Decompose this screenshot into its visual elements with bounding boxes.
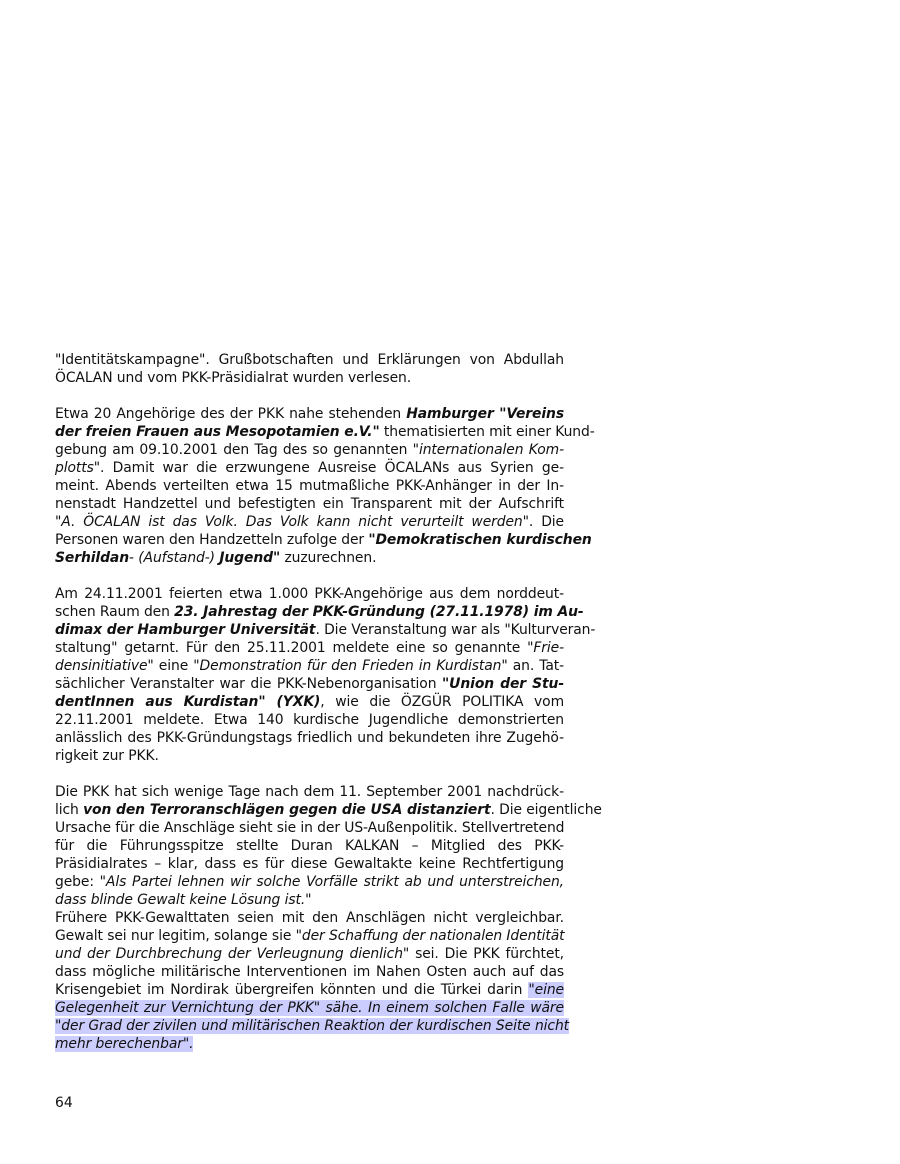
text-line [55, 531, 592, 549]
text-segment: ÖCALAN und vom PKK-Präsidialrat wurden verlesen. [55, 370, 412, 386]
text-segment: Ursache für die Anschläge sieht sie in der US-Außenpolitik. Stellvertretend [55, 820, 565, 836]
text-segment: dass mögliche militärische Interventionen im Nahen Osten auch auf das [55, 964, 564, 980]
text-segment: an. Tat- [507, 658, 564, 674]
highlighted-text: "eine [528, 982, 564, 998]
text-line [55, 945, 564, 963]
highlighted-text: mehr berechenbar". [55, 1036, 194, 1052]
text-segment: zuzurechnen. [280, 550, 377, 566]
text-line [55, 927, 564, 945]
highlighted-text: "der Grad der zivilen und militärischen Reaktion der kurdischen Seite nicht [55, 1018, 569, 1034]
text-line [55, 855, 564, 873]
emphasized-text: "Union der Stu- [442, 676, 564, 692]
text-segment: "Identitätskampagne". Grußbotschaften und Erklärungen von Abdullah [55, 352, 564, 368]
text-line [55, 801, 602, 819]
text-segment: Am 24.11.2001 feierten etwa 1.000 PKK-Angehörige aus dem norddeut- [55, 586, 564, 602]
text-line [55, 405, 564, 423]
text-line [55, 747, 564, 765]
text-line [55, 549, 564, 567]
emphasized-text: "Frie- [527, 640, 564, 656]
emphasized-text: von den Terroranschlägen gegen die USA distanziert [83, 802, 491, 818]
emphasized-text: densinitiative" [55, 658, 154, 674]
text-segment: 22.11.2001 meldete. Etwa 140 kurdische Jugendliche demonstrierten [55, 712, 564, 728]
text-line [55, 963, 564, 981]
text-segment: . Die [528, 514, 565, 530]
page-number: 64 [55, 1095, 73, 1111]
text-line [55, 999, 564, 1017]
text-segment: Präsidialrates – klar, dass es für diese Gewaltakte keine Rechtfertigung [55, 856, 564, 872]
text-segment: rigkeit zur PKK. [55, 748, 159, 764]
text-line [55, 351, 564, 369]
text-segment: thematisierten mit einer Kund- [379, 424, 595, 440]
text-line [55, 423, 595, 441]
text-line [55, 459, 564, 477]
text-segment: lich [55, 802, 84, 818]
body-text [55, 351, 602, 1053]
text-segment: Gewalt sei nur legitim, solange sie [55, 928, 296, 944]
text-segment: , wie die ÖZGÜR POLITIKA vom [320, 694, 564, 710]
emphasized-text: Hamburger "Vereins [406, 406, 565, 422]
text-segment: nenstadt Handzettel und befestigten ein Transparent mit der Aufschrift [55, 496, 564, 512]
emphasized-text: "der Schaffung der nationalen Identität [295, 928, 565, 944]
text-line [55, 909, 564, 927]
paragraph [55, 783, 602, 909]
emphasized-text: Serhildan [55, 550, 129, 566]
text-segment: Etwa 20 Angehörige des der PKK nahe stehenden [55, 406, 407, 422]
text-segment: anlässlich des PKK-Gründungstags friedlich und bekundeten ihre Zugehö- [55, 730, 564, 746]
text-segment: schen Raum den [55, 604, 175, 620]
text-segment: eine [153, 658, 194, 674]
text-segment: Personen waren den Handzetteln zufolge der [55, 532, 369, 548]
paragraph [55, 585, 596, 765]
emphasized-text: "Demokratischen kurdischen [368, 532, 592, 548]
emphasized-text: und der Durchbrechung der Verleugnung dienlich" [55, 946, 410, 962]
emphasized-text: "A. ÖCALAN ist das Volk. Das Volk kann nicht verurteilt werden" [55, 514, 529, 530]
text-line [55, 513, 564, 531]
text-segment: meint. Abends verteilten etwa 15 mutmaßliche PKK-Anhänger in der In- [55, 478, 564, 494]
emphasized-text: plotts" [55, 460, 100, 476]
emphasized-text: "internationalen Kom- [412, 442, 564, 458]
text-line [55, 981, 564, 999]
text-line [55, 819, 564, 837]
text-segment: Krisengebiet im Nordirak übergreifen könnten und die Türkei darin [55, 982, 529, 998]
text-segment: . Die Veranstaltung war als "Kulturveran- [315, 622, 596, 638]
text-segment: sächlicher Veranstalter war die PKK-Nebenorganisation [55, 676, 443, 692]
text-segment: Frühere PKK-Gewalttaten seien mit den Anschlägen nicht vergleichbar. [55, 910, 564, 926]
emphasized-text: 23. Jahrestag der PKK-Gründung (27.11.1978) im Au- [174, 604, 584, 620]
emphasized-text: dass blinde Gewalt keine Lösung ist." [55, 892, 312, 908]
paragraph [55, 909, 569, 1053]
text-line [55, 891, 564, 909]
text-line [55, 837, 564, 855]
text-line [55, 603, 584, 621]
text-segment: gebe: [55, 874, 100, 890]
text-line [55, 495, 564, 513]
emphasized-text: dentInnen aus Kurdistan" (YXK) [55, 694, 321, 710]
emphasized-text: "Als Partei lehnen wir solche Vorfälle strikt ab und unterstreichen, [99, 874, 564, 890]
text-segment: sei. Die PKK fürchtet, [409, 946, 564, 962]
text-line [55, 639, 564, 657]
text-line [55, 1035, 564, 1053]
text-segment: . Die eigentliche [490, 802, 602, 818]
text-segment: staltung" getarnt. Für den 25.11.2001 meldete eine so genannte [55, 640, 528, 656]
text-line [55, 711, 564, 729]
text-line [55, 477, 564, 495]
text-line [55, 369, 564, 387]
text-line [55, 441, 564, 459]
emphasized-text: (Aufstand-) [138, 550, 215, 566]
text-segment: Die PKK hat sich wenige Tage nach dem 11. September 2001 nachdrück- [55, 784, 564, 800]
text-segment: - [129, 550, 139, 566]
text-line [55, 657, 564, 675]
text-line [55, 873, 564, 891]
text-line [55, 783, 564, 801]
text-line [55, 1017, 569, 1035]
emphasized-text: "Demonstration für den Frieden in Kurdistan" [193, 658, 508, 674]
highlighted-text: Gelegenheit zur Vernichtung der PKK" sähe. In einem solchen Falle wäre [55, 1000, 564, 1016]
text-segment: gebung am 09.10.2001 den Tag des so genannten [55, 442, 413, 458]
text-line [55, 729, 564, 747]
paragraph [55, 351, 564, 387]
text-line [55, 675, 564, 693]
text-line [55, 621, 596, 639]
paragraph [55, 405, 595, 567]
text-line [55, 693, 564, 711]
text-segment: für die Führungsspitze stellte Duran KALKAN – Mitglied des PKK- [55, 838, 564, 854]
emphasized-text: dimax der Hamburger Universität [55, 622, 316, 638]
emphasized-text: Jugend" [219, 550, 281, 566]
text-segment: . Damit war die erzwungene Ausreise ÖCALANs aus Syrien ge- [100, 460, 564, 476]
text-line [55, 585, 564, 603]
emphasized-text: der freien Frauen aus Mesopotamien e.V." [55, 424, 380, 440]
